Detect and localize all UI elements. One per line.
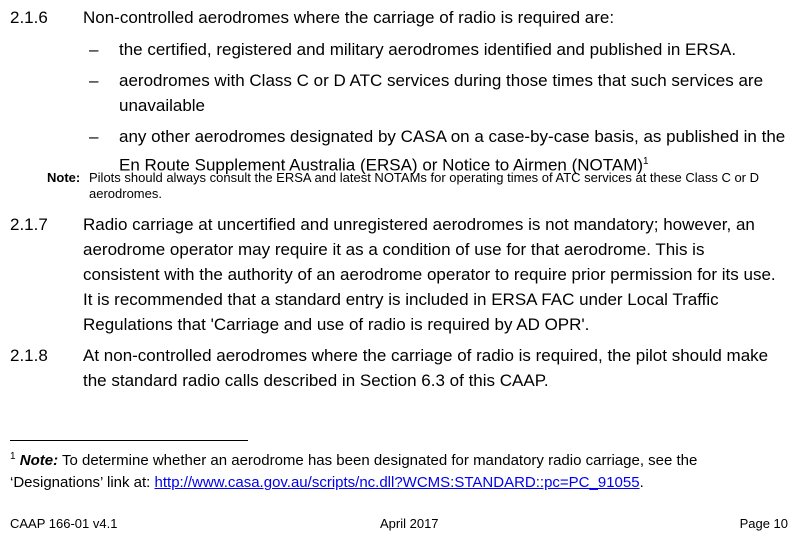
section-text: Radio carriage at uncertified and unregistered aerodromes is not mandatory; however, an aerodrome operator may require it as a condition of use for that aerodrome. This is consistent with the authority of an aerodrome operator to require prior permission for its use. It is recommended that a standard entry is included in ERSA FAC under Local Traffic Regulations that 'Carriage and use of radio is required by AD OPR'. xyxy=(83,215,776,334)
footnote-reference: 1 xyxy=(643,156,649,167)
bullet-dash: – xyxy=(89,71,99,90)
section-number: 2.1.7 xyxy=(10,215,48,234)
footnote-text: To determine whether an aerodrome has been designated for mandatory radio carriage, see the ‘Designations’ link at: xyxy=(10,452,698,491)
bullet-dash: – xyxy=(89,40,99,59)
list-item xyxy=(10,37,790,62)
footnote xyxy=(10,446,780,494)
footer-page-number: Page 10 xyxy=(739,516,788,531)
section-2-1-8 xyxy=(10,343,790,393)
footer-date: April 2017 xyxy=(380,516,439,531)
list-item-text: aerodromes with Class C or D ATC services during those times that such services are unavailable xyxy=(119,71,764,115)
footnote-marker: 1 xyxy=(10,451,16,462)
note-text: Pilots should always consult the ERSA and latest NOTAMs for operating times of ATC services at these Class C or D aerodromes. xyxy=(89,170,760,201)
list-item-text: the certified, registered and military aerodromes identified and published in ERSA. xyxy=(119,40,737,59)
bullet-list xyxy=(10,37,790,178)
section-2-1-7 xyxy=(10,212,790,337)
list-item xyxy=(10,68,790,118)
section-number: 2.1.6 xyxy=(10,8,48,27)
footnote-link[interactable]: http://www.casa.gov.au/scripts/nc.dll?WCMS:STANDARD::pc=PC_91055 xyxy=(154,474,640,491)
list-item-text: any other aerodromes designated by CASA on a case-by-case basis, as published in the En Route Supplement Australia (ERSA) or Notice to Airmen (NOTAM) xyxy=(119,127,786,175)
section-text: At non-controlled aerodromes where the carriage of radio is required, the pilot should make the standard radio calls described in Section 6.3 of this CAAP. xyxy=(83,346,769,390)
note xyxy=(47,170,787,202)
note-label: Note: xyxy=(47,170,81,185)
footer-document-id: CAAP 166-01 v4.1 xyxy=(10,516,118,531)
bullet-dash: – xyxy=(89,127,99,146)
section-text: Non-controlled aerodromes where the carriage of radio is required are: xyxy=(83,8,615,27)
footnote-end: . xyxy=(639,474,644,491)
section-number: 2.1.8 xyxy=(10,346,48,365)
footnote-separator xyxy=(10,440,248,441)
section-2-1-6 xyxy=(10,5,790,30)
footnote-label: Note: xyxy=(19,452,59,469)
